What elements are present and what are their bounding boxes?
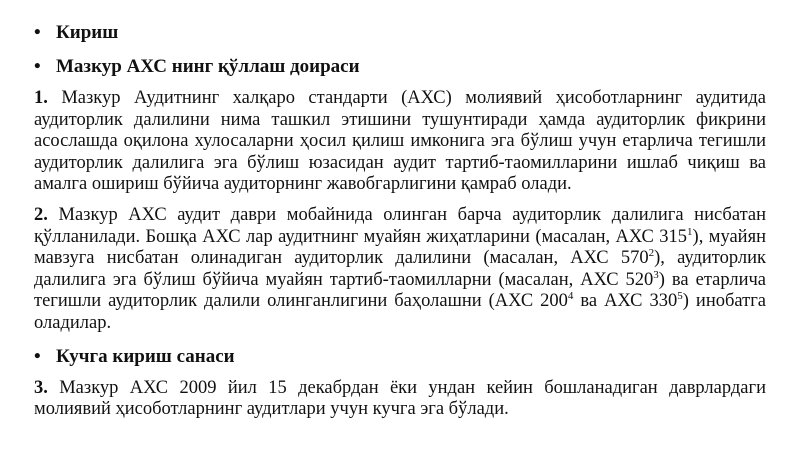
- bullet-icon: •: [34, 56, 41, 77]
- footnote-ref-4: 4: [567, 290, 574, 303]
- paragraph-2-text-part-2: ), муайян мавзуга нисбатан олинадиган аудиторлик далилини (масалан, АХС 570: [34, 226, 766, 269]
- heading-scope-text: Мазкур АХС нинг қўллаш доираси: [56, 56, 360, 77]
- heading-effective-date-text: Кучга кириш санаси: [56, 345, 235, 367]
- paragraph-3-text: Мазкур АХС 2009 йил 15 декабрдан ёки ундан кейин бошланадиган даврлардаги молиявий ҳисоботларнинг аудитлари учун кучга эга бўлади.: [34, 377, 766, 420]
- paragraph-2-text-part-3: ), аудиторлик далилига эга бўлиш бўйича муайян тартиб-таомилларни (масалан, АХС 520: [34, 248, 766, 290]
- heading-intro: [34, 20, 766, 46]
- paragraph-2-text-part-6: ) инобатга оладилар.: [34, 291, 766, 333]
- heading-scope: [34, 54, 766, 80]
- heading-effective-date: [34, 344, 766, 370]
- footnote-ref-3: 3: [653, 268, 659, 281]
- paragraph-1: [34, 88, 766, 196]
- footnote-ref-5: 5: [677, 290, 683, 303]
- footnote-ref-2: 2: [648, 247, 655, 259]
- paragraph-1-number: 1.: [34, 88, 48, 108]
- paragraph-2-text-part-1: Мазкур АХС аудит даври мобайнида олинган барча аудиторлик далилига нисбатан қўлланилади. Бошқа АХС лар аудитнинг муайян жиҳатларини (масалан, АХС 315: [34, 204, 766, 247]
- footnote-ref-1: 1: [687, 225, 693, 238]
- paragraph-3: [34, 378, 766, 421]
- heading-intro-text: Кириш: [56, 22, 119, 43]
- bullet-icon: •: [34, 345, 41, 367]
- paragraph-2-text-part-4: ) ва етарлича тегишли аудиторлик далили олинганлигини баҳолашни (АХС 200: [34, 269, 766, 312]
- paragraph-3-number: 3.: [34, 377, 48, 398]
- paragraph-2: [34, 205, 766, 335]
- paragraph-2-number: 2.: [34, 204, 48, 225]
- paragraph-1-text: Мазкур Аудитнинг халқаро стандарти (АХС) молиявий ҳисоботларнинг аудитида аудиторлик далилини нима ташкил этишини тушунтиради ҳамда аудиторлик фикрини асослашда оқилона хулосаларни ҳосил қилиш имконига эга бўлиш учун етарлича тегишли аудиторлик далилига эга бўлиш юзасидан аудит тартиб-таомилларини ишлаб чиқиш ва амалга ошириш бўйича аудиторнинг жавобгарлигини қамраб олади.: [34, 88, 766, 195]
- bullet-icon: •: [34, 22, 41, 43]
- paragraph-2-text-part-5: ва АХС 330: [573, 291, 678, 312]
- document-body: [34, 20, 766, 430]
